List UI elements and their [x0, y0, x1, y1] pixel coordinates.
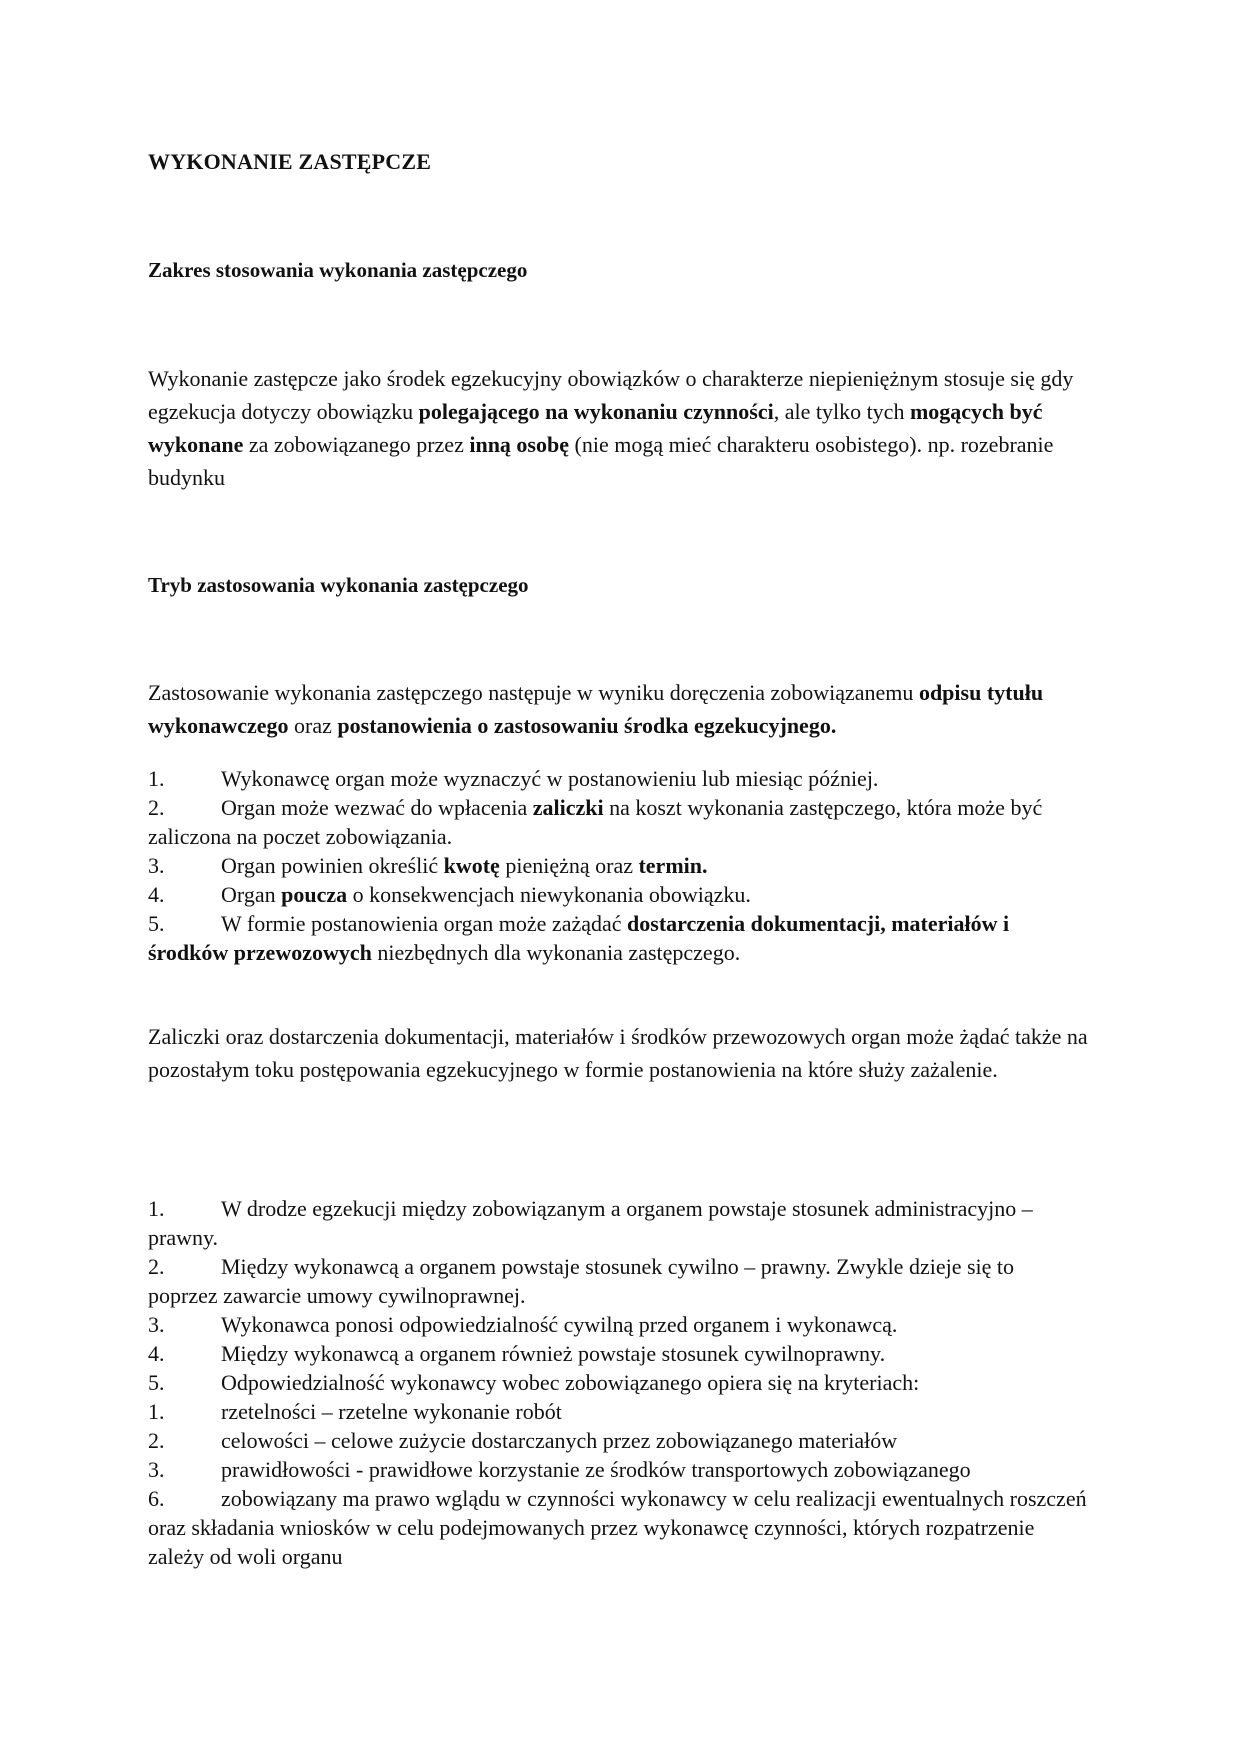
- text-span: Zastosowanie wykonania zastępczego następuje w wyniku doręczenia zobowiązanemu: [148, 680, 919, 705]
- text-span: Organ powinien określić: [221, 853, 444, 878]
- text-span: Między wykonawcą a organem powstaje stosunek cywilno – prawny. Zwykle dzieje się to poprzez zawarcie umowy cywilnoprawnej.: [148, 1254, 1015, 1308]
- list-item: [148, 1368, 1088, 1397]
- bold-span: kwotę: [443, 853, 500, 878]
- list-number: 4.: [148, 882, 165, 907]
- list-number: 2.: [148, 1428, 165, 1453]
- list-item: [148, 1455, 1088, 1484]
- list-number: 1.: [148, 1196, 165, 1221]
- paragraph-zaliczki: Zaliczki oraz dostarczenia dokumentacji, materiałów i środków przewozowych organ może żądać także na pozostałym toku postępowania egzekucyjnego w formie postanowienia na które służy zażalenie.: [148, 1024, 1088, 1082]
- text-span: , ale tylko tych: [773, 399, 910, 424]
- list-item: [148, 1484, 1088, 1571]
- section-heading-tryb: Tryb zastosowania wykonania zastępczego: [148, 573, 529, 597]
- bold-span: termin.: [638, 853, 708, 878]
- list-item: [148, 764, 1088, 793]
- bold-span: odpisu tytułu wykonawczego: [148, 680, 1044, 738]
- list-item: [148, 1339, 1088, 1368]
- relations-list: [148, 1194, 1088, 1571]
- list-number: 5.: [148, 1370, 165, 1395]
- list-number: 3.: [148, 1312, 165, 1337]
- text-span: na koszt wykonania zastępczego, która może być zaliczona na poczet zobowiązania.: [148, 795, 1043, 849]
- text-span: celowości – celowe zużycie dostarczanych przez zobowiązanego materiałów: [221, 1428, 898, 1453]
- list-number: 6.: [148, 1486, 165, 1511]
- bold-span: inną osobę: [469, 432, 569, 457]
- bold-span: zaliczki: [532, 795, 604, 820]
- text-span: Odpowiedzialność wykonawcy wobec zobowiązanego opiera się na kryteriach:: [221, 1370, 920, 1395]
- text-span: za zobowiązanego przez: [243, 432, 470, 457]
- list-number: 5.: [148, 911, 165, 936]
- text-span: W drodze egzekucji między zobowiązanym a organem powstaje stosunek administracyjno – prawny.: [148, 1196, 1033, 1250]
- list-number: 1.: [148, 766, 165, 791]
- procedure-list: [148, 764, 1088, 967]
- text-span: Między wykonawcą a organem również powstaje stosunek cywilnoprawny.: [221, 1341, 886, 1366]
- text-span: Organ może wezwać do wpłacenia: [221, 795, 533, 820]
- bold-span: mogących być wykonane: [148, 399, 1043, 457]
- list-item: [148, 880, 1088, 909]
- text-span: W formie postanowienia organ może zażądać: [221, 911, 628, 936]
- text-span: rzetelności – rzetelne wykonanie robót: [221, 1399, 562, 1424]
- paragraph-tryb: [148, 676, 1088, 742]
- list-number: 3.: [148, 853, 165, 878]
- list-item: [148, 1426, 1088, 1455]
- list-item: [148, 793, 1088, 851]
- bold-span: dostarczenia dokumentacji, materiałów i środków przewozowych: [148, 911, 1010, 965]
- text-span: pieniężną oraz: [499, 853, 639, 878]
- text-span: (nie mogą mieć charakteru osobistego). np. rozebranie budynku: [148, 432, 1054, 490]
- paragraph-zakres: [148, 362, 1088, 494]
- bold-span: polegającego na wykonaniu czynności: [418, 399, 774, 424]
- list-number: 3.: [148, 1457, 165, 1482]
- list-item: [148, 1194, 1088, 1252]
- list-item: [148, 1397, 1088, 1426]
- text-span: Wykonawcę organ może wyznaczyć w postanowieniu lub miesiąc później.: [221, 766, 879, 791]
- list-item: [148, 1310, 1088, 1339]
- text-span: Wykonanie zastępcze jako środek egzekucyjny obowiązków o charakterze niepieniężnym stosuje się gdy egzekucja dotyczy obowiązku: [148, 366, 1074, 424]
- document-title: WYKONANIE ZASTĘPCZE: [148, 149, 432, 174]
- list-number: 2.: [148, 1254, 165, 1279]
- bold-span: postanowienia o zastosowaniu środka egzekucyjnego.: [337, 713, 837, 738]
- list-item: [148, 1252, 1088, 1310]
- text-span: niezbędnych dla wykonania zastępczego.: [371, 940, 741, 965]
- list-number: 1.: [148, 1399, 165, 1424]
- text-span: prawidłowości - prawidłowe korzystanie ze środków transportowych zobowiązanego: [221, 1457, 971, 1482]
- list-item: [148, 909, 1088, 967]
- section-heading-zakres: Zakres stosowania wykonania zastępczego: [148, 258, 528, 282]
- list-number: 2.: [148, 795, 165, 820]
- text-span: Wykonawca ponosi odpowiedzialność cywilną przed organem i wykonawcą.: [221, 1312, 898, 1337]
- text-span: oraz: [288, 713, 338, 738]
- list-item: [148, 851, 1088, 880]
- text-span: o konsekwencjach niewykonania obowiązku.: [347, 882, 751, 907]
- text-span: zobowiązany ma prawo wglądu w czynności wykonawcy w celu realizacji ewentualnych roszczeń oraz składania wniosków w celu podejmowanych przez wykonawcę czynności, których rozpatrzenie zależy od woli organu: [148, 1486, 1087, 1569]
- list-number: 4.: [148, 1341, 165, 1366]
- text-span: Organ: [221, 882, 282, 907]
- bold-span: poucza: [281, 882, 348, 907]
